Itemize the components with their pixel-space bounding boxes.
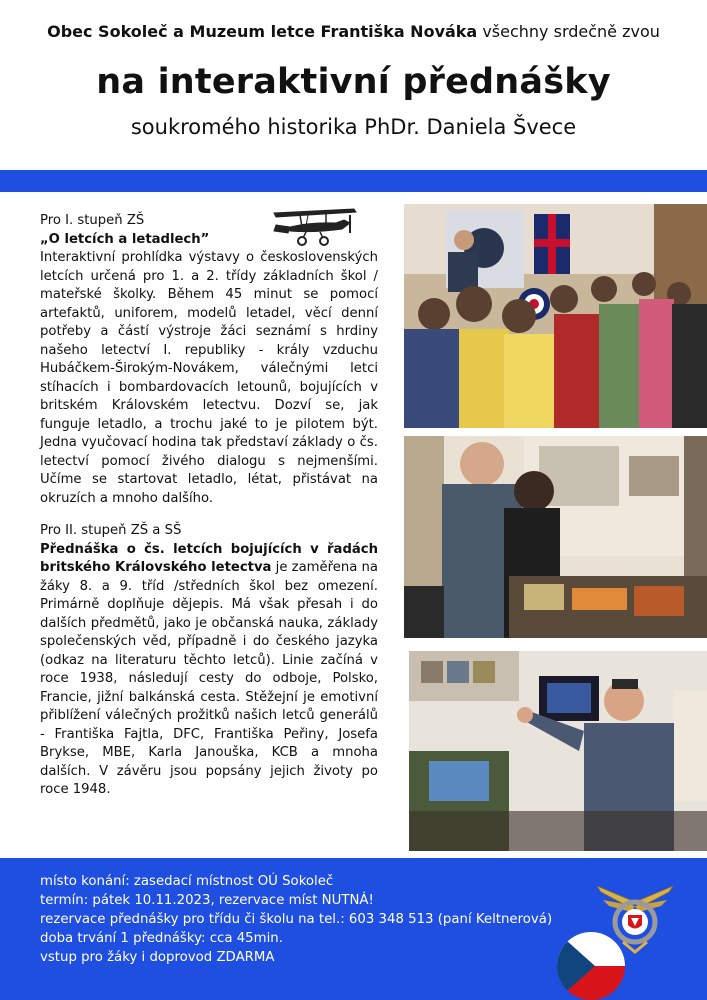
photo-lecture-children (404, 204, 707, 428)
section1-subheading: „O letcích a letadlech” (40, 231, 210, 247)
intro-organizers: Obec Sokoleč a Muzeum letce Františka Nováka (47, 22, 478, 41)
section1-text: Interaktivní prohlídka výstavy o československých letcích určená pro 1. a 2. třídy základních škol / mateřské školky. Během 45 minut se pomocí artefaktů, uniforem, modelů letadel, věcí denní potřeby a částí výstroje žáci seznámí s hrdiny našeho letectví I. republiky - krály vzduchu Hubáčkem-Širokým-Novákem, válečnými letci stíhacích i bombardovacích letounů, bojujících v britském Královském letectvu. Dozví se, jak funguje letadlo, a trochu jaké to je pilotem být. Jedna vyučovací hodina tak představí základy o čs. letectví pomocí živého dialogu s nejmenšími. Učíme se startovat letadlo, létat, přistávat na okruzích a mnoho dalšího. (40, 250, 378, 506)
intro-line (0, 22, 707, 41)
section2-text: je zaměřena na žáky 8. a 9. tříd /středních škol bez omezení. Primárně doplňuje dějepis. Má však přesah i do dalších předmětů, jako je občanská nauka, základy společenských věd, případně i do českého jazyka (odkaz na literaturu těchto letců). Linie začíná v roce 1938, následují cesty do odboje, Polsko, Francie, jižní balkánská cesta. Stěžejní je emotivní přiblížení válečných prožitků našich letců generálů - Františka Fajtla, DFC, Františka Peřiny, Josefa Brykse, MBE, Karla Janouška, KCB a mnoha dalších. V závěru jsou popsány jejich životy po roce 1948. (40, 560, 378, 797)
czech-flag-icon (557, 932, 625, 1000)
event-details (40, 872, 552, 967)
page-subtitle: soukromého historika PhDr. Daniela Švece (130, 115, 577, 139)
main-content (40, 212, 378, 800)
photo-officer-uniform (409, 651, 707, 851)
duration-line: doba trvání 1 přednášky: cca 45min. (40, 931, 283, 946)
page-title: na interaktivní přednášky (96, 62, 611, 102)
photo-exhibit-table (404, 436, 707, 638)
section2-paragraph (40, 541, 378, 800)
admission-line: vstup pro žáky i doprovod ZDARMA (40, 950, 275, 965)
reservation-line: rezervace přednášky pro třídu či školu na tel.: 603 348 513 (paní Keltnerová) (40, 912, 553, 927)
section1-heading: Pro I. stupeň ZŠ (40, 213, 145, 228)
intro-invite: všechny srdečně zvou (477, 22, 660, 41)
section2-heading: Pro II. stupeň ZŠ a SŠ (40, 523, 182, 538)
section2-lecture-title: Přednáška o čs. letcích bojujících v řadách britského Královského letectva (40, 541, 378, 575)
date-line: termín: pátek 10.11.2023, rezervace míst NUTNÁ! (40, 893, 374, 908)
venue-line: místo konání: zasedací místnost OÚ Sokoleč (40, 874, 334, 889)
blue-band (0, 170, 707, 192)
header (0, 0, 707, 170)
